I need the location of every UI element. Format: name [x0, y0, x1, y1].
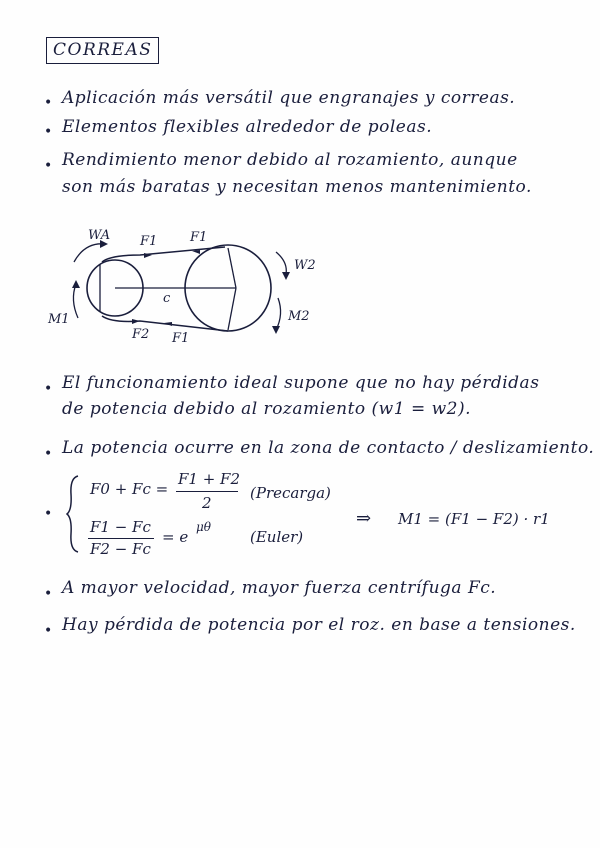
page-title: CORREAS — [46, 37, 159, 64]
arrow-icon — [272, 326, 280, 334]
bullet-dot: • — [44, 381, 53, 397]
label-m1: M1 — [48, 312, 70, 327]
moment-result: M1 = (F1 − F2) · r1 — [398, 510, 550, 528]
arrow-icon — [282, 272, 290, 280]
bullet-dot: • — [44, 446, 53, 462]
eq2-exponent: μθ — [196, 520, 212, 534]
implies-arrow: ⇒ — [356, 508, 372, 529]
bullet-line-2: Elementos flexibles alrededor de poleas. — [62, 117, 433, 137]
eq1-denominator: 2 — [202, 494, 212, 512]
label-m2: M2 — [288, 309, 310, 324]
bullet-dot: • — [44, 124, 53, 140]
bullet-line-3b: son más baratas y necesitan menos mantenimiento. — [62, 177, 532, 197]
bullet-dot: • — [44, 586, 53, 602]
label-w1: WA — [88, 228, 111, 243]
left-brace — [66, 474, 80, 554]
bullet-dot: • — [44, 506, 53, 522]
rotation-arrow-w2 — [276, 252, 286, 274]
eq2-numerator: F1 − Fc — [90, 518, 151, 536]
bullet-dot: • — [44, 158, 53, 174]
eq1-fraction-bar — [176, 491, 238, 492]
arrow-icon — [72, 280, 80, 288]
label-c: c — [163, 291, 171, 306]
belt-bottom-span — [102, 316, 228, 331]
bullet-line-7: Hay pérdida de potencia por el roz. en base a tensiones. — [62, 615, 576, 635]
bullet-dot: • — [44, 623, 53, 639]
bullet-dot: • — [44, 95, 53, 111]
large-pulley-spoke — [228, 288, 236, 330]
bullet-line-4a: El funcionamiento ideal supone que no hay pérdidas — [62, 373, 540, 393]
moment-arrow-m2 — [276, 298, 281, 330]
large-pulley-spoke — [228, 248, 236, 288]
bullet-line-6: A mayor velocidad, mayor fuerza centrífuga Fc. — [62, 578, 497, 598]
label-f1-top-left: F1 — [140, 234, 158, 249]
eq1-numerator: F1 + F2 — [178, 470, 241, 488]
eq1-left: F0 + Fc = — [90, 480, 169, 498]
eq1-note: (Precarga) — [250, 484, 331, 502]
label-f1-top-right: F1 — [190, 230, 208, 245]
label-f1-bottom: F1 — [172, 331, 190, 346]
bullet-line-1: Aplicación más versátil que engranajes y correas. — [62, 88, 516, 108]
label-w2: W2 — [294, 258, 316, 273]
label-f2-bottom: F2 — [132, 327, 150, 342]
eq2-right: = e — [162, 528, 189, 546]
moment-arrow-m1 — [73, 284, 78, 318]
bullet-line-4b: de potencia debido al rozamiento (w1 = w2). — [62, 399, 472, 419]
eq2-note: (Euler) — [250, 528, 304, 546]
eq2-denominator: F2 − Fc — [90, 540, 151, 558]
bullet-line-3a: Rendimiento menor debido al rozamiento, aunque — [62, 150, 518, 170]
bullet-line-5: La potencia ocurre en la zona de contacto / deslizamiento. — [62, 438, 595, 458]
